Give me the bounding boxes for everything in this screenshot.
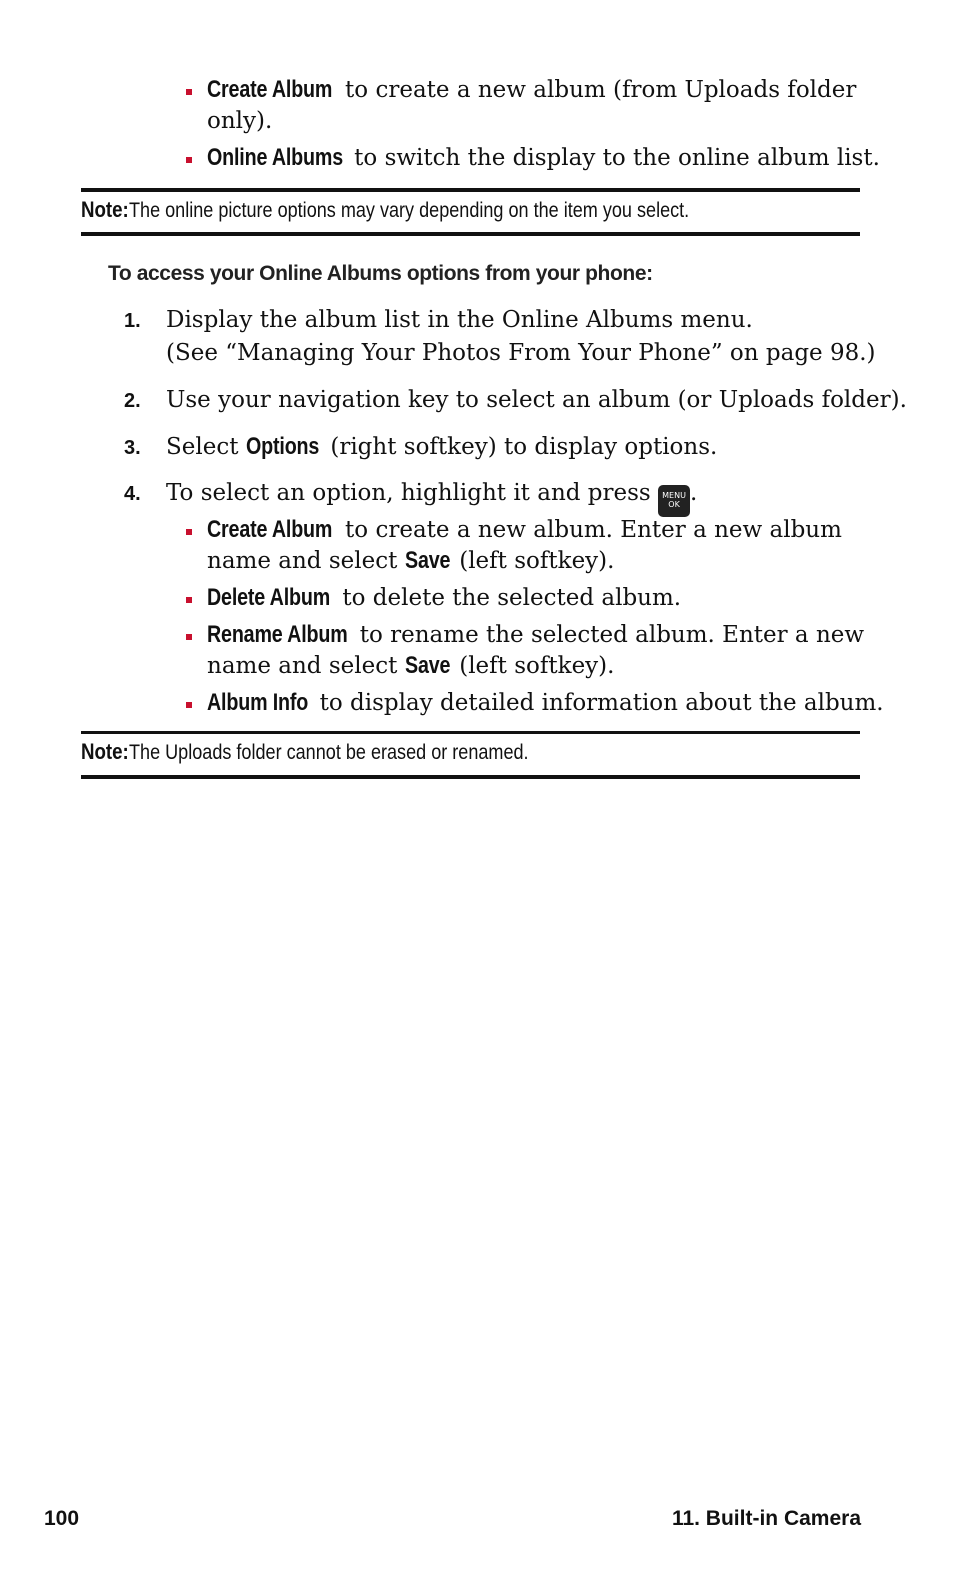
divider <box>81 775 860 779</box>
note-label: Note: <box>81 739 129 764</box>
note-label: Note: <box>81 197 129 222</box>
term-create-album: Create Album <box>207 76 333 103</box>
divider <box>81 232 860 236</box>
term-create-album: Create Album <box>207 516 333 543</box>
bullet-marker <box>186 529 192 535</box>
term-save: Save <box>404 547 450 574</box>
section-title: 11. Built-in Camera <box>671 1507 861 1530</box>
step-number: 3. <box>124 437 141 459</box>
term-options: Options <box>245 433 319 460</box>
note-2 <box>81 739 594 765</box>
step-number: 2. <box>124 390 141 412</box>
bullet-marker <box>186 634 192 640</box>
bullet-marker <box>186 702 192 708</box>
bullet-rename-album: Rename Album to rename the selected album. Enter a new <box>207 621 865 648</box>
step-3-text: Select Options (right softkey) to display options. <box>166 433 718 460</box>
step-number: 1. <box>124 310 141 332</box>
term-save: Save <box>404 652 450 679</box>
note-text: The online picture options may vary depending on the item you select. <box>129 199 690 222</box>
term-delete-album: Delete Album <box>207 584 331 611</box>
term-album-info: Album Info <box>207 689 309 716</box>
bullet-marker <box>186 157 192 163</box>
step-2-text: Use your navigation key to select an album (or Uploads folder). <box>166 387 907 413</box>
bullet-create-album-top: Create Album to create a new album (from Uploads folder <box>207 76 857 103</box>
bullet-online-albums: Online Albums to switch the display to the online album list. <box>207 144 880 171</box>
step-1-text: Display the album list in the Online Albums menu. <box>166 307 753 333</box>
bullet-continuation: name and select Save (left softkey). <box>207 652 615 679</box>
step-1-text-cont: (See “Managing Your Photos From Your Phone” on page 98.) <box>166 340 876 366</box>
page-number: 100 <box>44 1507 80 1530</box>
menu-ok-key-icon: MENU OK <box>658 485 690 517</box>
bullet-marker <box>186 597 192 603</box>
bullet-marker <box>186 89 192 95</box>
bullet-delete-album: Delete Album to delete the selected album. <box>207 584 682 611</box>
step-4-text: To select an option, highlight it and press MENU OK . <box>166 480 697 517</box>
note-1 <box>81 197 781 223</box>
bullet-create-album: Create Album to create a new album. Enter a new album <box>207 516 842 543</box>
divider <box>81 731 860 734</box>
bullet-continuation: only). <box>207 108 273 134</box>
bullet-continuation: name and select Save (left softkey). <box>207 547 615 574</box>
term-online-albums: Online Albums <box>207 144 344 171</box>
term-rename-album: Rename Album <box>207 621 348 648</box>
bullet-album-info: Album Info to display detailed information about the album. <box>207 689 884 716</box>
note-text: The Uploads folder cannot be erased or renamed. <box>129 741 529 764</box>
step-number: 4. <box>124 483 141 505</box>
divider <box>81 188 860 192</box>
section-heading: To access your Online Albums options from your phone: <box>108 262 653 285</box>
